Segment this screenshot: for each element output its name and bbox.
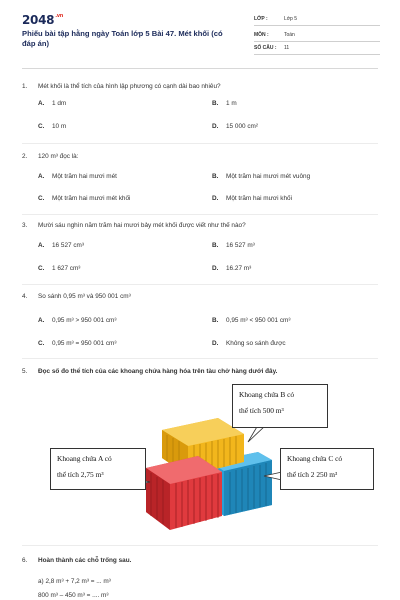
- divider: [22, 214, 378, 215]
- option-a[interactable]: A. Một trăm hai mươi mét: [38, 173, 117, 180]
- question-text: Đọc số đo thể tích của các khoang chứa hàng hóa trên tàu chở hàng dưới đây.: [38, 368, 278, 375]
- question-number: 5.: [22, 368, 28, 375]
- question-number: 2.: [22, 153, 28, 160]
- question-text: So sánh 0,95 m³ và 950 001 cm³: [38, 293, 131, 300]
- fill-line-b[interactable]: 800 m³ – 450 m³ = .... m³: [38, 592, 109, 599]
- meta-class: LỚP : Lớp 5: [254, 13, 380, 26]
- option-c[interactable]: C. 10 m: [38, 123, 67, 130]
- option-c[interactable]: C. 0,95 m³ = 950 001 cm³: [38, 340, 117, 347]
- option-d[interactable]: D. 15 000 cm²: [212, 123, 258, 130]
- question-number: 1.: [22, 83, 28, 90]
- divider: [22, 143, 378, 144]
- option-b[interactable]: B. 16 527 m³: [212, 242, 255, 249]
- divider: [22, 545, 378, 546]
- option-a[interactable]: A. 0,95 m³ > 950 001 cm³: [38, 317, 117, 324]
- fill-line-a[interactable]: a) 2,8 m³ + 7,2 m³ = ... m³: [38, 578, 111, 585]
- option-a[interactable]: A. 1 dm: [38, 100, 67, 107]
- question-number: 3.: [22, 222, 28, 229]
- meta-subject: MÔN : Toán: [254, 29, 380, 42]
- question-text: Hoàn thành các chỗ trống sau.: [38, 557, 132, 564]
- option-a[interactable]: A. 16 527 cm³: [38, 242, 84, 249]
- meta-count: SỐ CÂU : 11: [254, 42, 380, 55]
- worksheet-title: Phiếu bài tập hằng ngày Toán lớp 5 Bài 47. Mét khối (có đáp án): [22, 29, 223, 48]
- callout-c: Khoang chứa C có thể tích 2 250 m³: [280, 448, 374, 490]
- option-b[interactable]: B. Một trăm hai mươi mét vuông: [212, 173, 311, 180]
- question-text: Mét khối là thể tích của hình lập phương có cạnh dài bao nhiêu?: [38, 83, 221, 90]
- divider: [22, 284, 378, 285]
- question-number: 6.: [22, 557, 28, 564]
- callout-b: Khoang chứa B có thể tích 500 m³: [232, 384, 328, 428]
- header-divider: [22, 68, 378, 69]
- option-d[interactable]: D. Một trăm hai mươi khối: [212, 195, 293, 202]
- divider: [22, 358, 378, 359]
- option-d[interactable]: D. Không so sánh được: [212, 340, 286, 347]
- site-logo[interactable]: $2048^{.vn}$: [22, 13, 64, 27]
- question-text: Mười sáu nghìn năm trăm hai mươi bảy mét khối được viết như thế nào?: [38, 222, 246, 229]
- callout-a: Khoang chứa A có thể tích 2,75 m³: [50, 448, 146, 490]
- question-text: 120 m³ đọc là:: [38, 153, 79, 160]
- option-c[interactable]: C. Một trăm hai mươi mét khối: [38, 195, 131, 202]
- option-b[interactable]: B. 0,95 m³ < 950 001 cm³: [212, 317, 291, 324]
- question-number: 4.: [22, 293, 28, 300]
- option-c[interactable]: C. 1 627 cm³: [38, 265, 81, 272]
- option-b[interactable]: B. 1 m: [212, 100, 237, 107]
- option-d[interactable]: D. 16.27 m³: [212, 265, 252, 272]
